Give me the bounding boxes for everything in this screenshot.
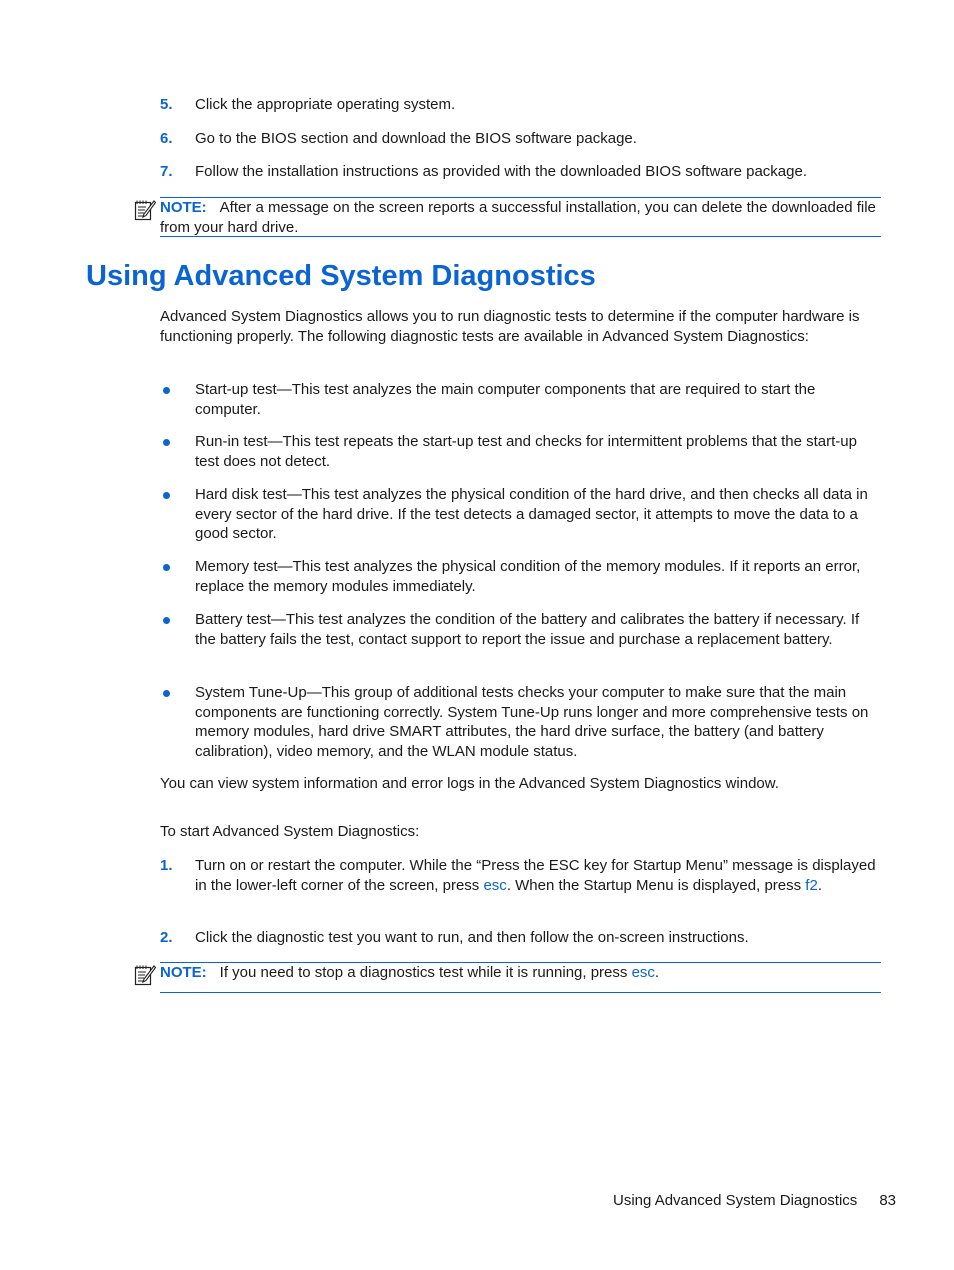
bullet-icon (163, 387, 170, 394)
page-footer (613, 1191, 896, 1211)
step-number: 6. (160, 130, 173, 147)
key-esc: esc (631, 964, 655, 981)
note-label: NOTE: (160, 199, 207, 216)
step-text: Click the diagnostic test you want to run, and then follow the on-screen instructions. (195, 929, 749, 946)
bullet-text: Memory test—This test analyzes the physical condition of the memory modules. If it reports an error, replace the memory modules immediately. (195, 558, 861, 595)
page-number: 83 (879, 1192, 896, 1209)
bullet-icon (163, 439, 170, 446)
step-number: 7. (160, 163, 173, 180)
step-text-part: . (817, 876, 822, 894)
step-number: 5. (160, 96, 173, 113)
section-title: Using Advanced System Diagnostics (86, 260, 596, 292)
step-number: 2. (160, 929, 173, 946)
step-text: Follow the installation instructions as provided with the downloaded BIOS software package. (195, 163, 808, 180)
note-box (160, 962, 881, 993)
note-icon (134, 199, 156, 221)
bullet-icon (163, 492, 170, 499)
note-text-end: . (654, 964, 660, 981)
key-f2: f2 (805, 876, 818, 894)
step-number: 1. (160, 857, 173, 874)
note-content (160, 963, 881, 983)
note-box (160, 197, 881, 237)
note-content (160, 198, 881, 237)
start-paragraph: To start Advanced System Diagnostics: (160, 823, 420, 840)
note-icon (134, 964, 156, 986)
bullet-text: Run-in test—This test repeats the start-up test and checks for intermittent problems that the start-up test does not detect. (195, 433, 857, 470)
note-label: NOTE: (160, 964, 207, 981)
bullet-icon (163, 564, 170, 571)
bullet-text: Battery test—This test analyzes the condition of the battery and calibrates the battery if necessary. If the battery fails the test, contact support to report the issue and purchase a replacement battery. (195, 611, 860, 648)
view-paragraph: You can view system information and error logs in the Advanced System Diagnostics window. (160, 775, 779, 792)
intro-paragraph: Advanced System Diagnostics allows you to run diagnostic tests to determine if the computer hardware is functioning properly. The following diagnostic tests are available in Advanced System Diagnostics: (160, 308, 860, 345)
bullet-text: System Tune-Up—This group of additional tests checks your computer to make sure that the main components are functioning correctly. System Tune-Up runs longer and more comprehensive tests on memory modules, hard drive SMART attributes, the hard drive surface, the battery (and battery calibration), video memory, and the WLAN module status. (195, 684, 869, 760)
step-text (195, 856, 885, 895)
step-text-part: . When the Startup Menu is displayed, press (506, 876, 806, 894)
note-text: After a message on the screen reports a successful installation, you can delete the downloaded file from your hard drive. (160, 199, 876, 236)
bullet-icon (163, 690, 170, 697)
step-text: Go to the BIOS section and download the BIOS software package. (195, 130, 637, 147)
note-text: If you need to stop a diagnostics test while it is running, press (219, 964, 632, 981)
key-esc: esc (483, 876, 507, 894)
bullet-text: Start-up test—This test analyzes the main computer components that are required to start the computer. (195, 381, 816, 418)
bullet-text: Hard disk test—This test analyzes the physical condition of the hard drive, and then checks all data in every sector of the hard drive. If the test detects a damaged sector, it attempts to move the data to a good sector. (195, 486, 868, 542)
step-text: Click the appropriate operating system. (195, 96, 456, 113)
bullet-icon (163, 617, 170, 624)
footer-title: Using Advanced System Diagnostics (613, 1192, 858, 1209)
step-text-part: Turn on or restart the computer. While the “Press the ESC key for Startup Menu” message is displayed in the lower-left corner of the screen, press (195, 857, 876, 894)
